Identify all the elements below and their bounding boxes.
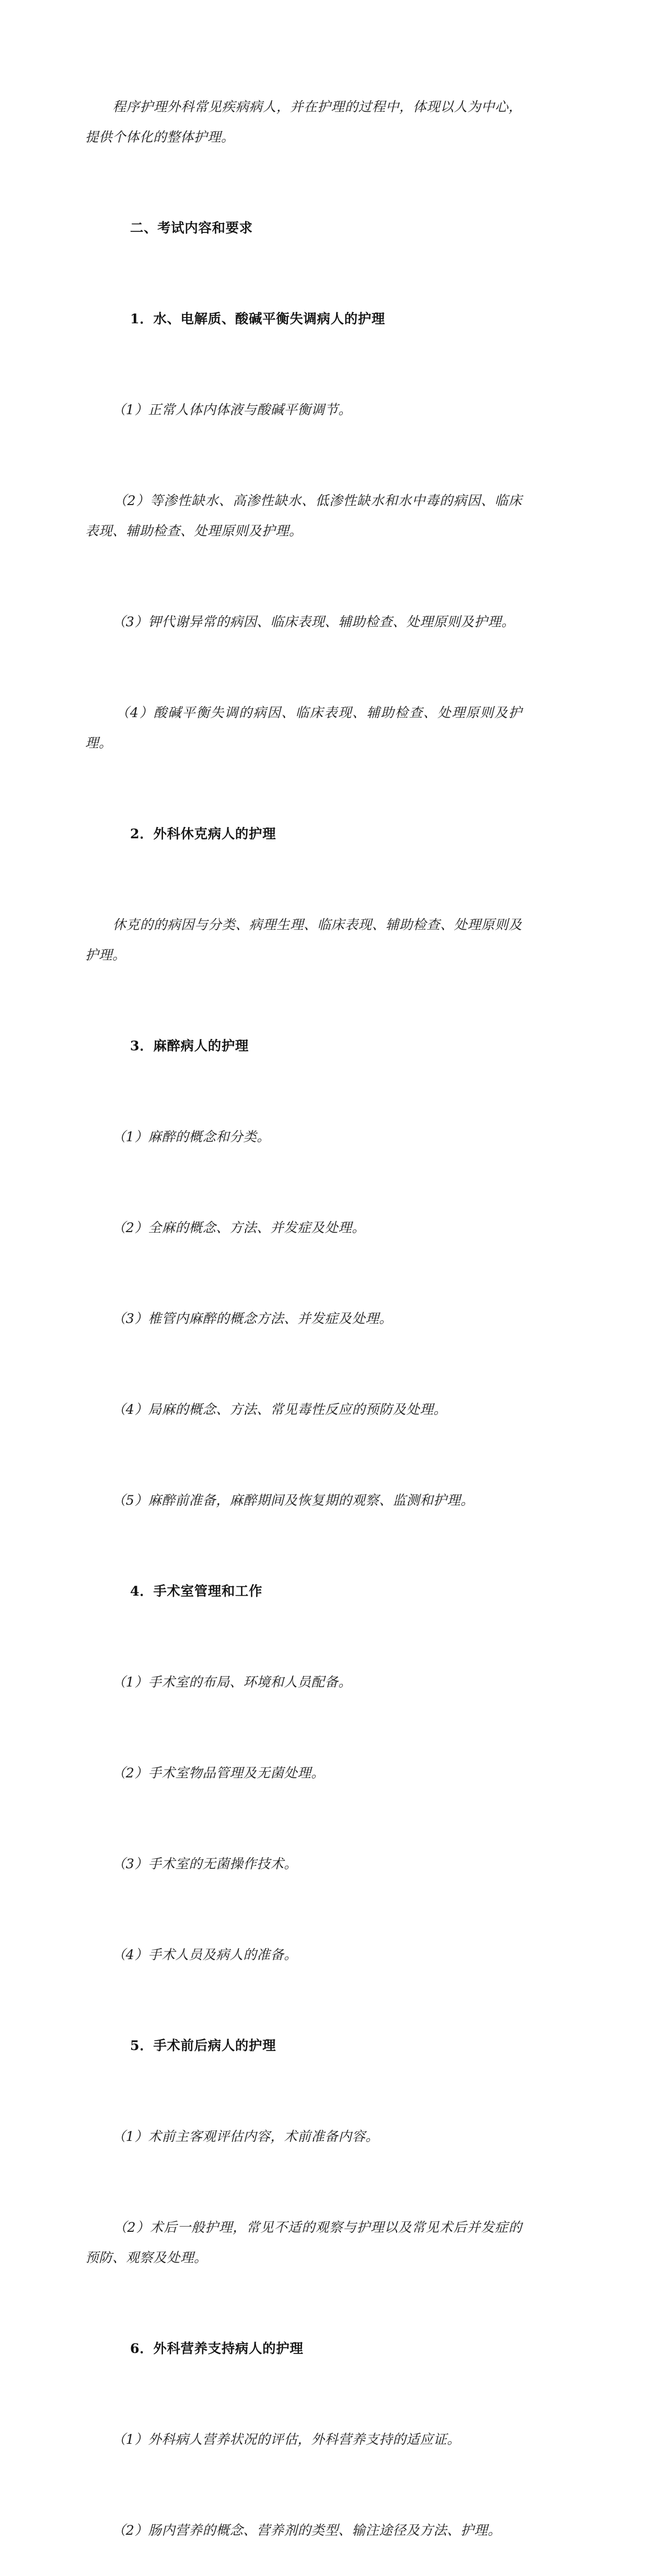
intro-paragraph-text: 程序护理外科常见疾病病人，并在护理的过程中，体现以人为中心，提供个体化的整体护理。 — [85, 99, 522, 145]
item-4-heading — [85, 1546, 522, 1637]
document-body — [85, 62, 522, 2576]
item-6-heading — [85, 2303, 522, 2394]
item-6-heading-text: 6．外科营养支持病人的护理 — [130, 2341, 304, 2357]
item-3-5 — [85, 1455, 522, 1546]
item-2-body — [85, 880, 522, 1001]
item-2-body-text: 休克的的病因与分类、病理生理、临床表现、辅助检查、处理原则及护理。 — [85, 917, 522, 963]
item-3-heading-text: 3．麻醉病人的护理 — [130, 1038, 249, 1054]
item-3-1 — [85, 1092, 522, 1182]
item-1-3-text: （3）钾代谢异常的病因、临床表现、辅助检查、处理原则及护理。 — [112, 614, 515, 630]
item-1-heading — [85, 274, 522, 365]
item-3-3 — [85, 1273, 522, 1364]
section-two-heading-text: 二、考试内容和要求 — [130, 220, 253, 236]
item-3-1-text: （1）麻醉的概念和分类。 — [112, 1129, 271, 1145]
section-two-heading — [85, 183, 522, 274]
item-6-1 — [85, 2394, 522, 2485]
item-4-heading-text: 4．手术室管理和工作 — [130, 1584, 263, 1599]
intro-paragraph — [85, 62, 522, 183]
item-2-heading-text: 2．外科休克病人的护理 — [130, 826, 276, 842]
item-4-4 — [85, 1910, 522, 2000]
item-3-heading — [85, 1001, 522, 1092]
item-1-heading-text: 1．水、电解质、酸碱平衡失调病人的护理 — [130, 311, 386, 327]
item-3-4-text: （4）局麻的概念、方法、常见毒性反应的预防及处理。 — [112, 1402, 447, 1418]
item-5-heading-text: 5．手术前后病人的护理 — [130, 2038, 276, 2054]
item-1-1 — [85, 365, 522, 455]
item-5-1 — [85, 2091, 522, 2182]
item-2-heading — [85, 789, 522, 880]
item-1-3 — [85, 577, 522, 668]
item-1-1-text: （1）正常人体内体液与酸碱平衡调节。 — [112, 402, 352, 418]
item-4-3-text: （3）手术室的无菌操作技术。 — [112, 1856, 298, 1872]
item-3-5-text: （5）麻醉前准备，麻醉期间及恢复期的观察、监测和护理。 — [112, 1493, 475, 1508]
item-3-2-text: （2）全麻的概念、方法、并发症及处理。 — [112, 1220, 366, 1236]
item-1-2 — [85, 455, 522, 577]
item-4-1-text: （1）手术室的布局、环境和人员配备。 — [112, 1675, 352, 1690]
item-4-2 — [85, 1728, 522, 1819]
item-4-2-text: （2）手术室物品管理及无菌处理。 — [112, 1765, 325, 1781]
item-5-1-text: （1）术前主客观评估内容，术前准备内容。 — [112, 2129, 379, 2145]
item-6-2 — [85, 2485, 522, 2576]
item-3-3-text: （3）椎管内麻醉的概念方法、并发症及处理。 — [112, 1311, 393, 1327]
item-4-1 — [85, 1637, 522, 1728]
item-1-2-text: （2）等渗性缺水、高渗性缺水、低渗性缺水和水中毒的病因、临床表现、辅助检查、处理原则及护理。 — [85, 493, 522, 539]
item-4-3 — [85, 1819, 522, 1910]
item-3-2 — [85, 1182, 522, 1273]
item-3-4 — [85, 1364, 522, 1455]
item-4-4-text: （4）手术人员及病人的准备。 — [112, 1947, 298, 1963]
item-6-1-text: （1）外科病人营养状况的评估，外科营养支持的适应证。 — [112, 2432, 461, 2448]
item-1-4-text: （4）酸碱平衡失调的病因、临床表现、辅助检查、处理原则及护理。 — [85, 705, 522, 751]
item-6-2-text: （2）肠内营养的概念、营养剂的类型、输注途径及方法、护理。 — [112, 2523, 502, 2538]
item-5-2 — [85, 2182, 522, 2303]
item-1-4 — [85, 668, 522, 789]
item-5-heading — [85, 2000, 522, 2091]
item-5-2-text: （2）术后一般护理，常见不适的观察与护理以及常见术后并发症的预防、观察及处理。 — [85, 2220, 522, 2266]
